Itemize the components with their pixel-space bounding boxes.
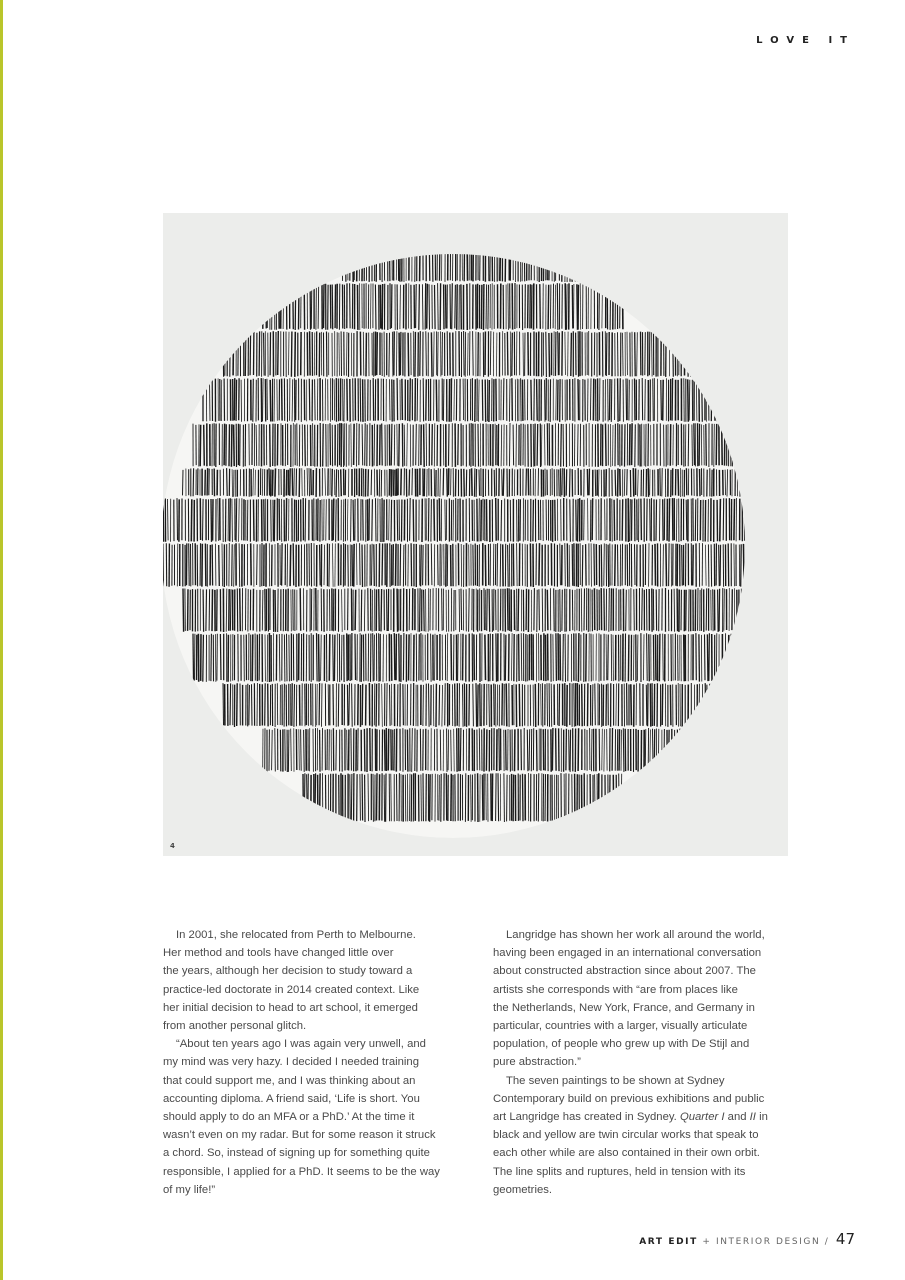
footer-section: INTERIOR DESIGN xyxy=(715,1237,821,1247)
page-edge-bar xyxy=(0,0,3,1280)
text-line: black and yellow are twin circular works that speak to xyxy=(493,1129,759,1142)
text-line: Contemporary build on previous exhibitions and public xyxy=(493,1092,765,1105)
text-line: the Netherlands, New York, France, and Germany in xyxy=(493,1001,755,1014)
text-fragment: art Langridge has created in Sydney. xyxy=(493,1111,677,1124)
text-line: accounting diploma. A friend said, ‘Life is short. You xyxy=(163,1092,420,1105)
artwork-image xyxy=(163,213,788,856)
text-line: practice-led doctorate in 2014 created context. Like xyxy=(163,983,420,996)
footer-separator: + xyxy=(702,1237,712,1247)
text-line: geometries. xyxy=(493,1183,553,1196)
text-line: my mind was very hazy. I decided I needed training xyxy=(163,1056,419,1069)
text-line: her initial decision to head to art school, it emerged xyxy=(163,1001,418,1014)
footer-brand: ART EDIT xyxy=(639,1237,698,1247)
text-line: The seven paintings to be shown at Sydney xyxy=(506,1074,725,1087)
text-line: should apply to do an MFA or a PhD.’ At the time it xyxy=(163,1111,415,1124)
circular-line-painting xyxy=(163,213,788,856)
text-line: Her method and tools have changed little over xyxy=(163,947,394,960)
page-number: 47 xyxy=(835,1230,855,1248)
text-line: from another personal glitch. xyxy=(163,1020,307,1033)
text-line: that could support me, and I was thinking about an xyxy=(163,1074,416,1087)
text-line: responsible, I applied for a PhD. It seems to be the way xyxy=(163,1165,440,1178)
text-line xyxy=(493,1108,791,1126)
text-line: The line splits and ruptures, held in tension with its xyxy=(493,1165,746,1178)
section-tag: LOVE IT xyxy=(756,35,855,46)
text-line: pure abstraction.” xyxy=(493,1056,581,1069)
text-fragment: and xyxy=(727,1111,747,1124)
artwork-title: II xyxy=(749,1111,756,1124)
article-column-right xyxy=(493,926,791,1199)
text-line: of my life!” xyxy=(163,1183,216,1196)
artwork-title: Quarter I xyxy=(679,1111,725,1124)
text-line: about constructed abstraction since about 2007. The xyxy=(493,965,756,978)
text-line: each other while are also contained in their own orbit. xyxy=(493,1147,760,1160)
page-footer xyxy=(639,1230,855,1248)
text-line: population, of people who grew up with De Stijl and xyxy=(493,1038,750,1051)
article-column-left xyxy=(163,926,461,1199)
text-line: artists she corresponds with “are from places like xyxy=(493,983,738,996)
text-line: In 2001, she relocated from Perth to Melbourne. xyxy=(176,929,416,941)
text-line: wasn’t even on my radar. But for some reason it struck xyxy=(163,1129,436,1142)
text-fragment: in xyxy=(759,1111,768,1124)
text-line: a chord. So, instead of signing up for something quite xyxy=(163,1147,430,1160)
text-line: Langridge has shown her work all around the world, xyxy=(506,929,765,941)
text-line: the years, although her decision to study toward a xyxy=(163,965,413,978)
figure-number: 4 xyxy=(170,842,175,850)
footer-slash: / xyxy=(824,1237,830,1247)
text-line: having been engaged in an international conversation xyxy=(493,947,762,960)
text-line: “About ten years ago I was again very unwell, and xyxy=(176,1038,426,1051)
text-line: particular, countries with a larger, visually articulate xyxy=(493,1020,748,1033)
